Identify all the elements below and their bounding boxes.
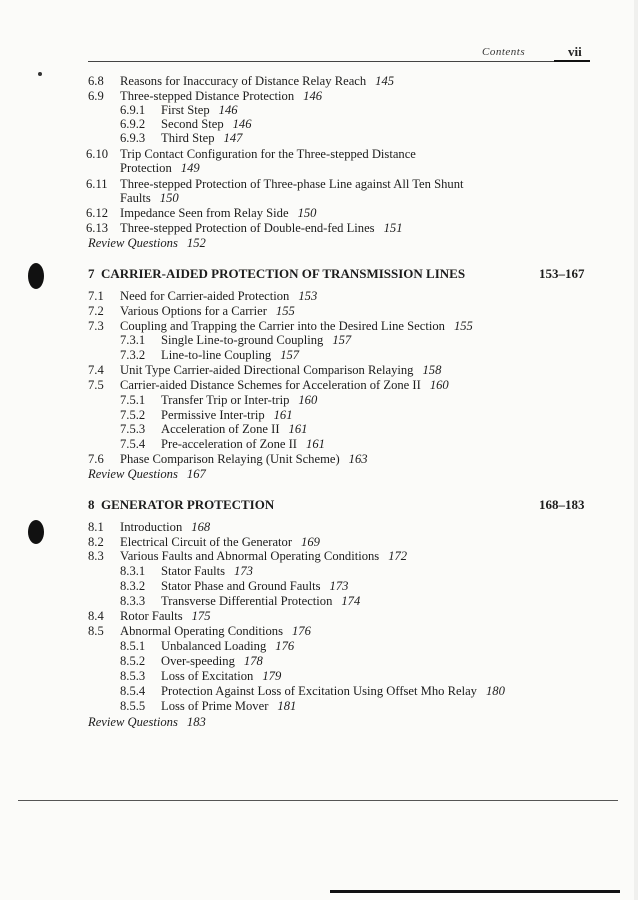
toc-subentry[interactable]: 7.5.4 Pre-acceleration of Zone II 161 — [120, 437, 325, 451]
toc-subentry[interactable]: 7.5.3 Acceleration of Zone II 161 — [120, 422, 308, 436]
toc-subentry[interactable]: 6.9.3 Third Step 147 — [120, 131, 243, 145]
chapter-heading[interactable]: 7 CARRIER-AIDED PROTECTION OF TRANSMISSION LINES 153–167 — [88, 266, 585, 281]
toc-entry[interactable]: 7.2 Various Options for a Carrier 155 — [88, 304, 295, 318]
toc-subentry[interactable]: 8.5.3 Loss of Excitation 179 — [120, 669, 282, 683]
header-rule — [88, 61, 590, 62]
toc-entry[interactable]: 8.1 Introduction 168 — [88, 520, 211, 534]
toc-subentry[interactable]: 7.5.1 Transfer Trip or Inter-trip 160 — [120, 393, 318, 407]
toc-subentry[interactable]: 7.5.2 Permissive Inter-trip 161 — [120, 408, 293, 422]
toc-entry[interactable]: 8.4 Rotor Faults 175 — [88, 609, 211, 623]
review-questions[interactable]: Review Questions 167 — [88, 467, 206, 481]
toc-subentry[interactable]: 8.5.5 Loss of Prime Mover 181 — [120, 699, 297, 713]
toc-subentry[interactable]: 8.5.1 Unbalanced Loading 176 — [120, 639, 295, 653]
toc-subentry[interactable]: 6.9.1 First Step 146 — [120, 103, 238, 117]
toc-entry[interactable]: 8.3 Various Faults and Abnormal Operating Conditions 172 — [88, 549, 408, 563]
toc-entry[interactable]: 6.9 Three-stepped Distance Protection 146 — [88, 89, 323, 103]
toc-subentry[interactable]: 8.3.2 Stator Phase and Ground Faults 173 — [120, 579, 349, 593]
binding-hole — [28, 520, 44, 544]
toc-entry[interactable]: 7.3 Coupling and Trapping the Carrier into the Desired Line Section 155 — [88, 319, 473, 333]
review-questions[interactable]: Review Questions 183 — [88, 715, 206, 729]
toc-subentry[interactable]: 8.3.3 Transverse Differential Protection 174 — [120, 594, 361, 608]
running-header — [470, 44, 620, 62]
bottom-rule-thick — [330, 890, 620, 893]
binding-hole — [28, 263, 44, 289]
toc-entry[interactable]: 6.11 Three-stepped Protection of Three-phase Line against All Ten Shunt — [86, 177, 464, 191]
toc-entry[interactable]: 6.10 Trip Contact Configuration for the Three-stepped Distance — [86, 147, 416, 161]
toc-entry[interactable]: 8.2 Electrical Circuit of the Generator 169 — [88, 535, 320, 549]
toc-entry[interactable]: 7.4 Unit Type Carrier-aided Directional Comparison Relaying 158 — [88, 363, 442, 377]
toc-entry[interactable]: 6.12 Impedance Seen from Relay Side 150 — [86, 206, 317, 220]
toc-entry[interactable]: 6.13 Three-stepped Protection of Double-end-fed Lines 151 — [86, 221, 403, 235]
toc-subentry[interactable]: 7.3.2 Line-to-line Coupling 157 — [120, 348, 300, 362]
chapter-heading[interactable]: 8 GENERATOR PROTECTION 168–183 — [88, 497, 585, 512]
page-edge-shadow — [634, 0, 638, 900]
toc-entry[interactable]: 7.6 Phase Comparison Relaying (Unit Scheme) 163 — [88, 452, 368, 466]
review-questions[interactable]: Review Questions 152 — [88, 236, 206, 250]
running-title: Contents — [482, 46, 526, 58]
toc-subentry[interactable]: 8.3.1 Stator Faults 173 — [120, 564, 253, 578]
toc-entry-continuation[interactable]: Protection 149 — [120, 161, 200, 175]
toc-subentry[interactable]: 8.5.2 Over-speeding 178 — [120, 654, 263, 668]
page-number: vii — [568, 44, 582, 59]
toc-entry[interactable]: 7.5 Carrier-aided Distance Schemes for Acceleration of Zone II 160 — [88, 378, 449, 392]
header-rule-accent — [554, 60, 590, 62]
toc-subentry[interactable]: 7.3.1 Single Line-to-ground Coupling 157 — [120, 333, 352, 347]
toc-entry-continuation[interactable]: Faults 150 — [120, 191, 179, 205]
binding-mark — [38, 72, 42, 76]
toc-entry[interactable]: 6.8 Reasons for Inaccuracy of Distance Relay Reach 145 — [88, 74, 395, 88]
toc-subentry[interactable]: 8.5.4 Protection Against Loss of Excitation Using Offset Mho Relay 180 — [120, 684, 505, 698]
toc-subentry[interactable]: 6.9.2 Second Step 146 — [120, 117, 252, 131]
toc-entry[interactable]: 8.5 Abnormal Operating Conditions 176 — [88, 624, 311, 638]
bottom-rule — [18, 800, 618, 801]
toc-entry[interactable]: 7.1 Need for Carrier-aided Protection 153 — [88, 289, 318, 303]
